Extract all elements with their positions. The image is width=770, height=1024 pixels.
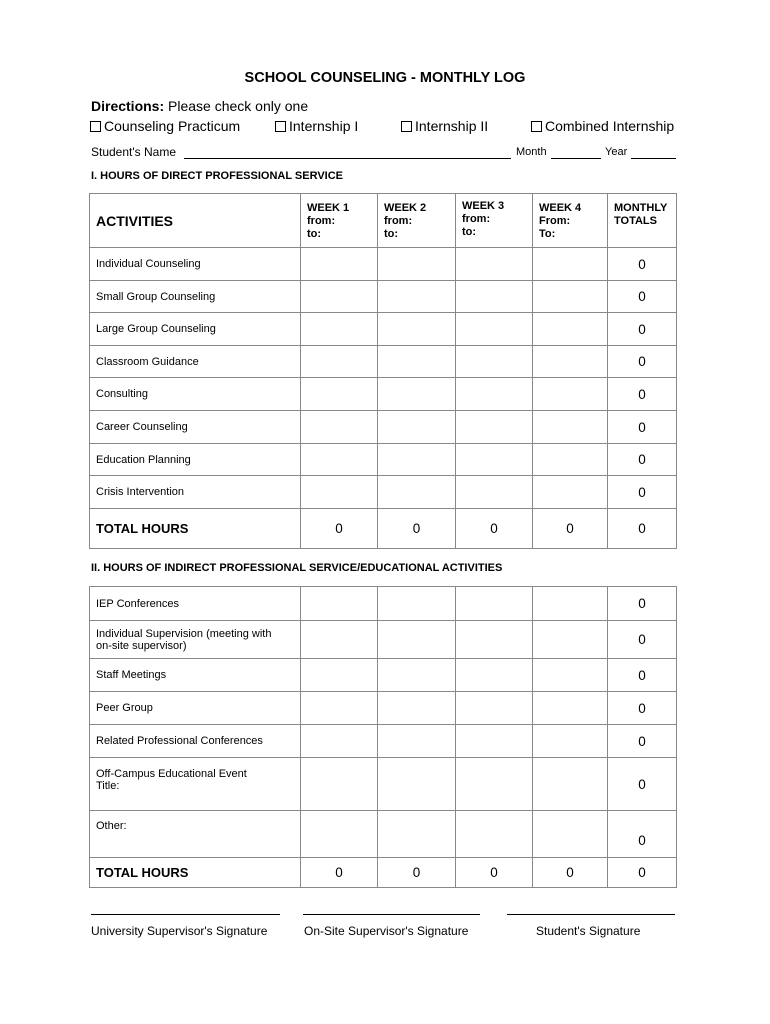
year-field[interactable]: [631, 158, 676, 159]
week-cell[interactable]: [378, 411, 456, 444]
checkbox-icon[interactable]: [275, 121, 286, 132]
table-row: Staff Meetings 0: [90, 659, 677, 692]
directions-text: Please check only one: [168, 98, 309, 114]
week-cell[interactable]: [533, 248, 608, 281]
week-cell[interactable]: [456, 281, 533, 313]
week-cell[interactable]: [533, 281, 608, 313]
row-total: 0: [608, 758, 677, 811]
monthly-total: 0: [608, 509, 677, 549]
week-cell[interactable]: [456, 659, 533, 692]
week-cell[interactable]: [301, 692, 378, 725]
row-total: 0: [608, 587, 677, 621]
table-row: Crisis Intervention 0: [90, 476, 677, 509]
indirect-service-table: [89, 586, 677, 888]
week-cell[interactable]: [456, 346, 533, 378]
week-3-total: 0: [456, 509, 533, 549]
section-1-heading: I. HOURS OF DIRECT PROFESSIONAL SERVICE: [91, 170, 344, 182]
week-cell[interactable]: [378, 476, 456, 509]
week-4-total: 0: [533, 509, 608, 549]
week-cell[interactable]: [456, 758, 533, 811]
total-hours-row: [90, 858, 677, 888]
week-cell[interactable]: [533, 811, 608, 858]
week-cell[interactable]: [533, 725, 608, 758]
week-cell[interactable]: [456, 248, 533, 281]
week-cell[interactable]: [301, 248, 378, 281]
table-row: Small Group Counseling 0: [90, 281, 677, 313]
table-row: IEP Conferences 0: [90, 587, 677, 621]
table-row: Classroom Guidance 0: [90, 346, 677, 378]
row-total: 0: [608, 725, 677, 758]
week-cell[interactable]: [456, 313, 533, 346]
week-cell[interactable]: [378, 692, 456, 725]
month-label: Month: [516, 146, 547, 158]
week-3-header: WEEK 3 from: to:: [456, 194, 533, 248]
week-1-header: WEEK 1 from: to:: [301, 194, 378, 248]
total-hours-row: [90, 509, 677, 549]
monthly-totals-header: MONTHLY TOTALS: [608, 194, 677, 248]
week-cell[interactable]: [533, 621, 608, 659]
week-2-total: 0: [378, 509, 456, 549]
option-combined-internship[interactable]: Combined Internship: [531, 118, 674, 134]
option-internship-2[interactable]: Internship II: [401, 118, 488, 134]
week-cell[interactable]: [533, 378, 608, 411]
row-total: 0: [608, 248, 677, 281]
week-cell[interactable]: [378, 248, 456, 281]
week-cell[interactable]: [533, 313, 608, 346]
week-cell[interactable]: [378, 659, 456, 692]
page-title: SCHOOL COUNSELING - MONTHLY LOG: [244, 70, 526, 86]
week-cell[interactable]: [301, 281, 378, 313]
week-cell[interactable]: [456, 444, 533, 476]
student-name-label: Student's Name: [91, 145, 177, 159]
week-cell[interactable]: [456, 621, 533, 659]
row-total: 0: [608, 444, 677, 476]
week-cell[interactable]: [533, 758, 608, 811]
week-cell[interactable]: [301, 411, 378, 444]
student-signature-line[interactable]: [507, 914, 675, 915]
week-cell[interactable]: [378, 378, 456, 411]
row-total: 0: [608, 313, 677, 346]
activities-header: ACTIVITIES: [90, 194, 301, 248]
week-cell[interactable]: [378, 621, 456, 659]
section-2-heading: II. HOURS OF INDIRECT PROFESSIONAL SERVICE/EDUCATIONAL ACTIVITIES: [91, 562, 503, 574]
table-row: Peer Group 0: [90, 692, 677, 725]
week-cell[interactable]: [378, 811, 456, 858]
option-internship-1[interactable]: Internship I: [275, 118, 358, 134]
week-cell[interactable]: [456, 476, 533, 509]
checkbox-icon[interactable]: [401, 121, 412, 132]
week-3-total: 0: [456, 858, 533, 888]
table-row: Education Planning 0: [90, 444, 677, 476]
week-cell[interactable]: [301, 313, 378, 346]
row-total: 0: [608, 411, 677, 444]
row-total: 0: [608, 476, 677, 509]
week-cell[interactable]: [533, 476, 608, 509]
week-4-header: WEEK 4 From: To:: [533, 194, 608, 248]
month-field[interactable]: [551, 158, 601, 159]
direct-service-table: [89, 193, 677, 549]
row-total: 0: [608, 659, 677, 692]
row-total: 0: [608, 692, 677, 725]
week-cell[interactable]: [301, 378, 378, 411]
row-total: 0: [608, 378, 677, 411]
week-cell[interactable]: [378, 587, 456, 621]
week-cell[interactable]: [533, 346, 608, 378]
week-cell[interactable]: [301, 444, 378, 476]
table-row: Related Professional Conferences 0: [90, 725, 677, 758]
university-signature-line[interactable]: [91, 914, 280, 915]
week-cell[interactable]: [456, 725, 533, 758]
onsite-signature-line[interactable]: [303, 914, 480, 915]
week-cell[interactable]: [378, 313, 456, 346]
row-total: 0: [608, 621, 677, 659]
week-2-total: 0: [378, 858, 456, 888]
week-4-total: 0: [533, 858, 608, 888]
week-cell[interactable]: [301, 587, 378, 621]
student-info-row: [91, 145, 676, 163]
week-cell[interactable]: [301, 725, 378, 758]
onsite-supervisor-signature-label: On-Site Supervisor's Signature: [304, 924, 469, 938]
row-total: 0: [608, 346, 677, 378]
week-cell[interactable]: [301, 811, 378, 858]
week-2-header: WEEK 2 from: to:: [378, 194, 456, 248]
table-row: Other: 0: [90, 811, 677, 858]
directions: [91, 98, 308, 114]
year-label: Year: [605, 146, 628, 158]
week-cell[interactable]: [378, 346, 456, 378]
monthly-total: 0: [608, 858, 677, 888]
checkbox-icon[interactable]: [531, 121, 542, 132]
week-cell[interactable]: [456, 692, 533, 725]
week-cell[interactable]: [378, 725, 456, 758]
week-cell[interactable]: [456, 411, 533, 444]
student-signature-label: Student's Signature: [536, 924, 641, 938]
week-cell[interactable]: [301, 758, 378, 811]
week-cell[interactable]: [456, 811, 533, 858]
table-row: Large Group Counseling 0: [90, 313, 677, 346]
week-cell[interactable]: [533, 659, 608, 692]
week-cell[interactable]: [378, 758, 456, 811]
week-1-total: 0: [301, 509, 378, 549]
directions-label: Directions:: [91, 98, 165, 114]
week-cell[interactable]: [301, 476, 378, 509]
week-cell[interactable]: [533, 444, 608, 476]
week-cell[interactable]: [301, 346, 378, 378]
week-cell[interactable]: [301, 621, 378, 659]
total-hours-label: TOTAL HOURS: [90, 858, 301, 888]
table-row: Consulting 0: [90, 378, 677, 411]
checkbox-icon[interactable]: [90, 121, 101, 132]
table-row: Off-Campus Educational Event Title: 0: [90, 758, 677, 811]
week-cell[interactable]: [456, 587, 533, 621]
table-row: Individual Supervision (meeting with on-site supervisor) 0: [90, 621, 677, 659]
total-hours-label: TOTAL HOURS: [90, 509, 301, 549]
row-total: 0: [608, 281, 677, 313]
header-row: [90, 194, 677, 248]
week-cell[interactable]: [533, 411, 608, 444]
week-cell[interactable]: [378, 444, 456, 476]
row-total: 0: [608, 811, 677, 858]
week-cell[interactable]: [378, 281, 456, 313]
week-cell[interactable]: [533, 692, 608, 725]
table-row: Career Counseling 0: [90, 411, 677, 444]
week-cell[interactable]: [456, 378, 533, 411]
option-counseling-practicum[interactable]: Counseling Practicum: [90, 118, 240, 134]
week-cell[interactable]: [533, 587, 608, 621]
student-name-field[interactable]: [184, 158, 511, 159]
week-1-total: 0: [301, 858, 378, 888]
week-cell[interactable]: [301, 659, 378, 692]
table-row: Individual Counseling 0: [90, 248, 677, 281]
university-supervisor-signature-label: University Supervisor's Signature: [91, 924, 268, 938]
